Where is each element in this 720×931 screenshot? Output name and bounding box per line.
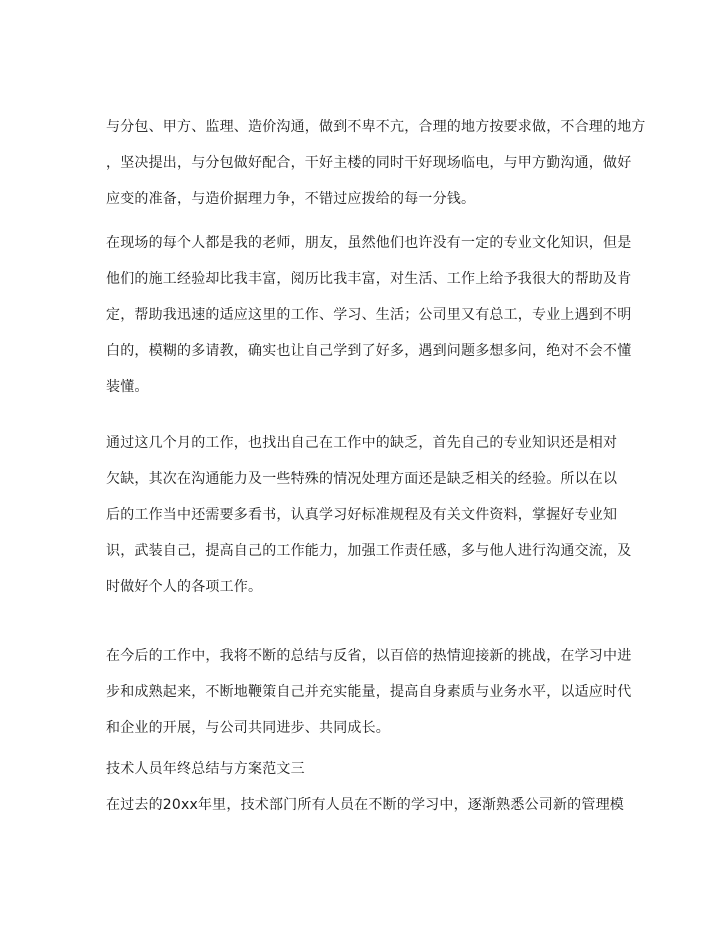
text-line: 识，武装自己，提高自己的工作能力，加强工作责任感，多与他人进行沟通交流，及 xyxy=(106,543,632,559)
text-line: 后的工作当中还需要多看书，认真学习好标准规程及有关文件资料，掌握好专业知 xyxy=(106,507,618,523)
paragraph-5 xyxy=(106,787,666,823)
text-line: 在现场的每个人都是我的老师，朋友，虽然他们也许没有一定的专业文化知识，但是 xyxy=(106,235,632,251)
heading-text: 技术人员年终总结与方案范文三 xyxy=(106,761,305,777)
text-line: 和企业的开展，与公司共同进步、共同成长。 xyxy=(106,720,390,736)
text-line: ，坚决提出，与分包做好配合，干好主楼的同时干好现场临电，与甲方勤沟通，做好 xyxy=(106,155,632,171)
text-line: 与分包、甲方、监理、造价沟通，做到不卑不亢，合理的地方按要求做，不合理的地方 xyxy=(106,119,646,135)
paragraph-2 xyxy=(106,225,666,405)
text-line: 白的，模糊的多请教，确实也让自己学到了好多，遇到问题多想多问，绝对不会不懂 xyxy=(106,343,632,359)
text-line: 在过去的20xx年里，技术部门所有人员在不断的学习中，逐渐熟悉公司新的管理模 xyxy=(106,797,624,813)
text-line: 欠缺，其次在沟通能力及一些特殊的情况处理方面还是缺乏相关的经验。所以在以 xyxy=(106,471,618,487)
text-line: 装懂。 xyxy=(106,379,149,395)
text-line: 应变的准备，与造价据理力争，不错过应拨给的每一分钱。 xyxy=(106,191,476,207)
section-heading xyxy=(106,751,666,787)
text-line: 通过这几个月的工作，也找出自己在工作中的缺乏，首先自己的专业知识还是相对 xyxy=(106,435,618,451)
paragraph-1 xyxy=(106,109,666,217)
text-line: 步和成熟起来，不断地鞭策自己并充实能量，提高自身素质与业务水平，以适应时代 xyxy=(106,684,632,700)
text-line: 时做好个人的各项工作。 xyxy=(106,579,263,595)
paragraph-3 xyxy=(106,425,666,605)
text-line: 他们的施工经验却比我丰富，阅历比我丰富，对生活、工作上给予我很大的帮助及肯 xyxy=(106,271,632,287)
text-line: 在今后的工作中，我将不断的总结与反省，以百倍的热情迎接新的挑战，在学习中进 xyxy=(106,648,632,664)
paragraph-4 xyxy=(106,638,666,746)
text-line: 定，帮助我迅速的适应这里的工作、学习、生活；公司里又有总工，专业上遇到不明 xyxy=(106,307,632,323)
